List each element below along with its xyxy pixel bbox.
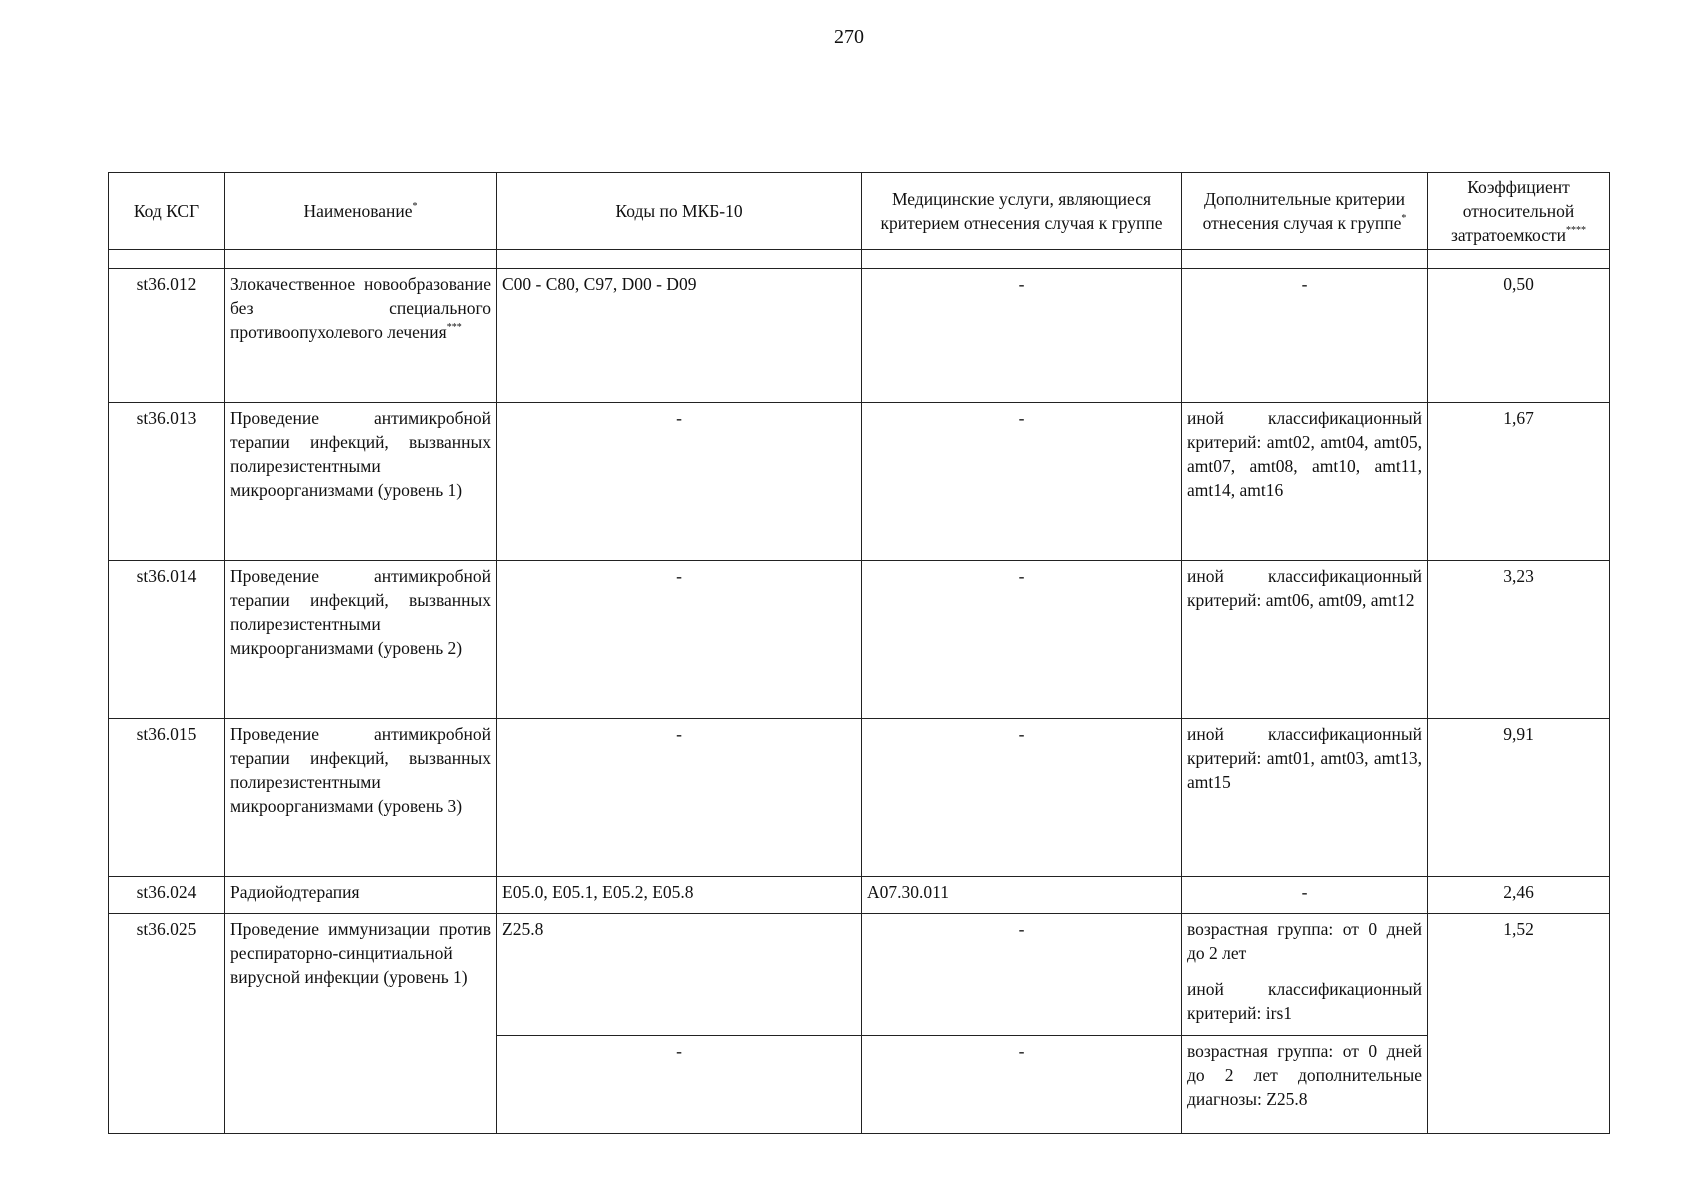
table-row <box>109 561 1610 719</box>
additional-criteria: иной классификационный критерий: amt06, amt09, amt12 <box>1182 561 1428 719</box>
ksg-name: Злокачественное новообразование без специального противоопухолевого лечения*** <box>225 269 497 403</box>
table-row <box>109 269 1610 403</box>
icd-codes: E05.0, E05.1, E05.2, E05.8 <box>497 877 862 914</box>
ksg-name: Радиойодтерапия <box>225 877 497 914</box>
age-group-criterion: возрастная группа: от 0 дней до 2 лет <box>1187 919 1422 963</box>
additional-criteria: возрастная группа: от 0 дней до 2 лет дополнительные диагнозы: Z25.8 <box>1182 1036 1428 1134</box>
cost-coefficient: 3,23 <box>1428 561 1610 719</box>
ksg-name: Проведение антимикробной терапии инфекций, вызванных полирезистентными микроорганизмами (уровень 1) <box>225 403 497 561</box>
page-number: 270 <box>834 26 864 48</box>
table-row <box>109 719 1610 877</box>
medical-services: - <box>862 719 1182 877</box>
icd-codes: - <box>497 403 862 561</box>
icd-codes: Z25.8 <box>497 914 862 1036</box>
table-row <box>109 403 1610 561</box>
header-name: Наименование* <box>225 173 497 250</box>
icd-codes: - <box>497 1036 862 1134</box>
header-services: Медицинские услуги, являющиеся критерием отнесения случая к группе <box>862 173 1182 250</box>
header-criteria: Дополнительные критерии отнесения случая к группе* <box>1182 173 1428 250</box>
ksg-table <box>108 172 1610 1134</box>
medical-services: - <box>862 561 1182 719</box>
icd-codes: - <box>497 561 862 719</box>
table-row <box>109 914 1610 1036</box>
medical-services: - <box>862 403 1182 561</box>
ksg-code: st36.024 <box>109 877 225 914</box>
header-code: Код КСГ <box>109 173 225 250</box>
medical-services: - <box>862 1036 1182 1134</box>
cost-coefficient: 1,67 <box>1428 403 1610 561</box>
medical-services: A07.30.011 <box>862 877 1182 914</box>
ksg-name: Проведение антимикробной терапии инфекций, вызванных полирезистентными микроорганизмами (уровень 2) <box>225 561 497 719</box>
ksg-code: st36.025 <box>109 914 225 1134</box>
medical-services: - <box>862 914 1182 1036</box>
cost-coefficient: 1,52 <box>1428 914 1610 1134</box>
header-spacer-row <box>109 250 1610 269</box>
cost-coefficient: 9,91 <box>1428 719 1610 877</box>
additional-criteria: - <box>1182 877 1428 914</box>
icd-codes: C00 - C80, C97, D00 - D09 <box>497 269 862 403</box>
additional-criteria <box>1182 914 1428 1036</box>
additional-criteria: иной классификационный критерий: amt01, amt03, amt13, amt15 <box>1182 719 1428 877</box>
ksg-code: st36.012 <box>109 269 225 403</box>
ksg-code: st36.013 <box>109 403 225 561</box>
header-icd: Коды по МКБ-10 <box>497 173 862 250</box>
ksg-name: Проведение антимикробной терапии инфекций, вызванных полирезистентными микроорганизмами (уровень 3) <box>225 719 497 877</box>
header-row <box>109 173 1610 250</box>
ksg-name: Проведение иммунизации против респираторно-синцитиальной вирусной инфекции (уровень 1) <box>225 914 497 1134</box>
cost-coefficient: 2,46 <box>1428 877 1610 914</box>
cost-coefficient: 0,50 <box>1428 269 1610 403</box>
header-coef: Коэффициент относительной затратоемкости**** <box>1428 173 1610 250</box>
ksg-code: st36.014 <box>109 561 225 719</box>
medical-services: - <box>862 269 1182 403</box>
additional-criteria: иной классификационный критерий: amt02, amt04, amt05, amt07, amt08, amt10, amt11, amt14, amt16 <box>1182 403 1428 561</box>
icd-codes: - <box>497 719 862 877</box>
classification-criterion: иной классификационный критерий: irs1 <box>1187 979 1422 1023</box>
additional-criteria: - <box>1182 269 1428 403</box>
ksg-code: st36.015 <box>109 719 225 877</box>
table-row <box>109 877 1610 914</box>
